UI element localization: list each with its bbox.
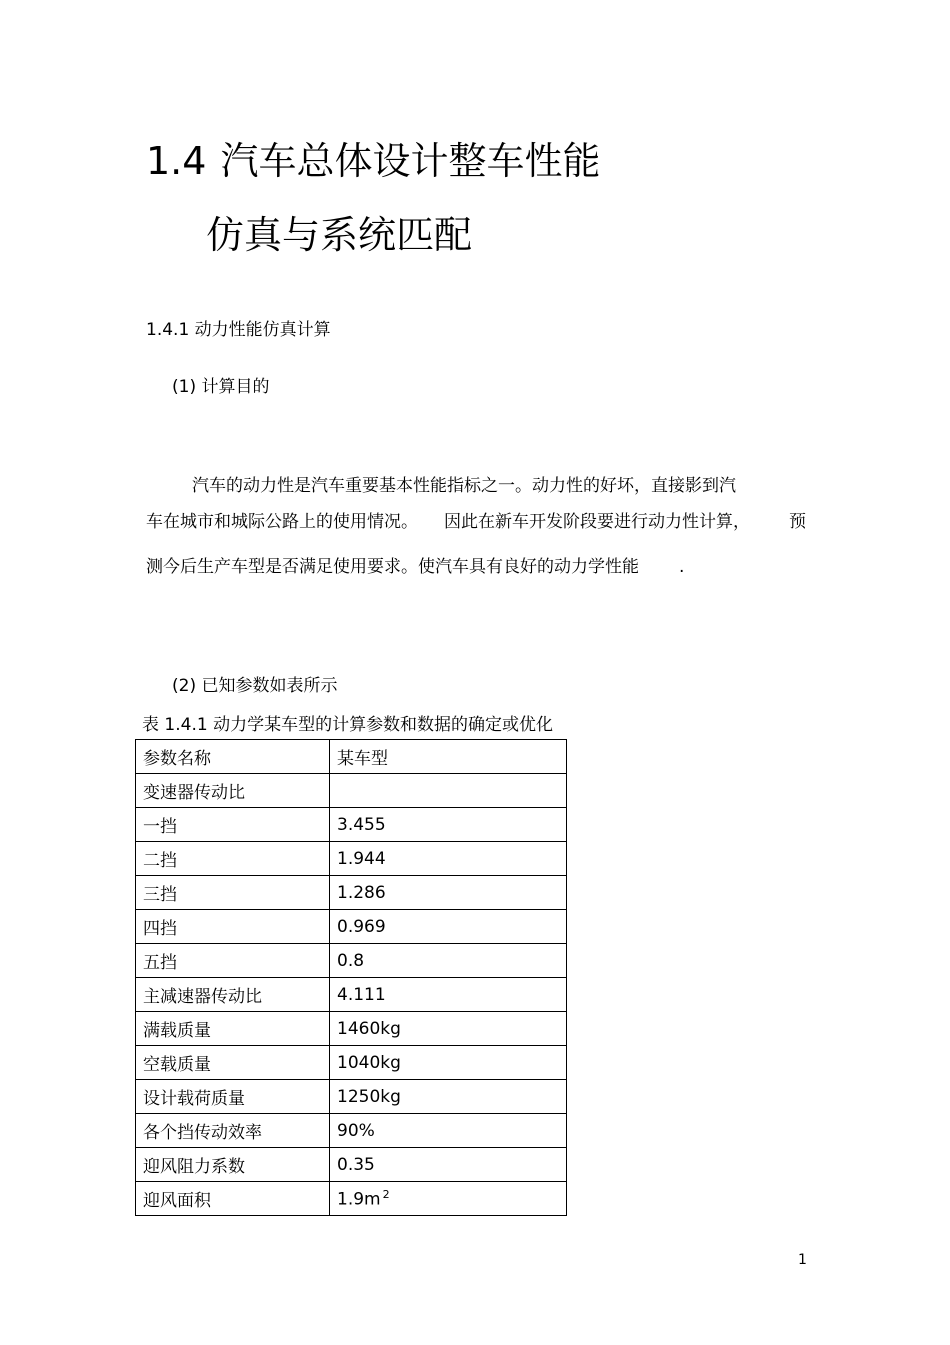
table-cell-value bbox=[330, 1012, 567, 1046]
table-row bbox=[136, 1080, 567, 1114]
cell-text: 各个挡传动效率 bbox=[143, 1123, 262, 1143]
subheading-known-params: (2) 已知参数如表所示 bbox=[172, 676, 338, 696]
table-cell-value bbox=[330, 1148, 567, 1182]
table-caption: 表 1.4.1 动力学某车型的计算参数和数据的确定或优化 bbox=[142, 715, 554, 735]
table-row bbox=[136, 944, 567, 978]
cell-text: 1.9m bbox=[337, 1189, 381, 1210]
table-cell-name bbox=[136, 808, 330, 842]
table-cell-value bbox=[330, 944, 567, 978]
page-title-line2: 仿真与系统匹配 bbox=[206, 213, 473, 257]
table-cell-name bbox=[136, 1080, 330, 1114]
cell-text: 90% bbox=[337, 1120, 375, 1141]
table-cell-name bbox=[136, 944, 330, 978]
table-row bbox=[136, 1012, 567, 1046]
table-cell-name bbox=[136, 1012, 330, 1046]
subheading-purpose: (1) 计算目的 bbox=[172, 377, 270, 397]
title-number: 1.4 bbox=[146, 139, 207, 183]
cell-text: 4.111 bbox=[337, 984, 386, 1005]
table-cell-value bbox=[330, 978, 567, 1012]
table-cell-value bbox=[330, 808, 567, 842]
table-cell-name bbox=[136, 774, 330, 808]
cell-text: 五挡 bbox=[143, 953, 177, 973]
cell-text: 一挡 bbox=[143, 817, 177, 837]
table-cell-value bbox=[330, 740, 567, 774]
cell-text: 1.944 bbox=[337, 848, 386, 869]
paragraph-line-2-part-a: 车在城市和城际公路上的使用情况。 bbox=[146, 512, 418, 532]
table-cell-value bbox=[330, 1182, 567, 1216]
table-cell-name bbox=[136, 1046, 330, 1080]
paragraph-line-2-part-b: 因此在新车开发阶段要进行动力性计算， bbox=[444, 512, 750, 532]
cell-text: 变速器传动比 bbox=[143, 783, 245, 803]
section-heading: 1.4.1 动力性能仿真计算 bbox=[146, 320, 331, 340]
table-cell-value bbox=[330, 774, 567, 808]
table-cell-value bbox=[330, 842, 567, 876]
cell-text: 迎风面积 bbox=[143, 1191, 211, 1211]
unit-superscript: 2 bbox=[382, 1187, 390, 1201]
parameter-table-body bbox=[136, 740, 567, 1216]
cell-text: 0.8 bbox=[337, 950, 365, 971]
parameter-table bbox=[135, 739, 567, 1216]
cell-text: 主减速器传动比 bbox=[143, 987, 262, 1007]
table-cell-name bbox=[136, 1114, 330, 1148]
cell-text: 空载质量 bbox=[143, 1055, 211, 1075]
cell-text: 1040kg bbox=[337, 1052, 401, 1073]
cell-text: 参数名称 bbox=[143, 749, 211, 769]
table-row bbox=[136, 1114, 567, 1148]
paragraph-line-3-end: . bbox=[679, 557, 685, 577]
cell-text: 0.35 bbox=[337, 1154, 375, 1175]
page-title-line1 bbox=[146, 136, 600, 186]
table-row bbox=[136, 1182, 567, 1216]
table-cell-name bbox=[136, 842, 330, 876]
table-cell-value bbox=[330, 1080, 567, 1114]
title-text-line1: 汽车总体设计整车性能 bbox=[220, 139, 601, 183]
table-cell-name bbox=[136, 876, 330, 910]
paragraph-line-3 bbox=[146, 555, 684, 579]
cell-text: 三挡 bbox=[143, 885, 177, 905]
table-header-row bbox=[136, 740, 567, 774]
cell-text: 3.455 bbox=[337, 814, 386, 835]
cell-text: 四挡 bbox=[143, 919, 177, 939]
cell-text: 0.969 bbox=[337, 916, 386, 937]
table-row bbox=[136, 1148, 567, 1182]
table-row bbox=[136, 1046, 567, 1080]
table-row bbox=[136, 978, 567, 1012]
paragraph-line-1: 汽车的动力性是汽车重要基本性能指标之一。动力性的好坏，直接影到汽 bbox=[192, 476, 736, 496]
table-cell-name bbox=[136, 1148, 330, 1182]
table-cell-name bbox=[136, 740, 330, 774]
paragraph-line-3-text: 测今后生产车型是否满足使用要求。使汽车具有良好的动力学性能 bbox=[146, 557, 639, 577]
cell-text: 满载质量 bbox=[143, 1021, 211, 1041]
cell-text: 1460kg bbox=[337, 1018, 401, 1039]
cell-text: 某车型 bbox=[337, 749, 388, 769]
table-cell-value bbox=[330, 1114, 567, 1148]
table-row bbox=[136, 774, 567, 808]
cell-text: 1.286 bbox=[337, 882, 386, 903]
table-cell-value bbox=[330, 876, 567, 910]
paragraph-line-2-part-c: 预 bbox=[789, 512, 806, 532]
table-row bbox=[136, 876, 567, 910]
table-row bbox=[136, 910, 567, 944]
table-cell-name bbox=[136, 1182, 330, 1216]
table-cell-name bbox=[136, 978, 330, 1012]
table-cell-value bbox=[330, 910, 567, 944]
cell-text: 设计载荷质量 bbox=[143, 1089, 245, 1109]
cell-text: 迎风阻力系数 bbox=[143, 1157, 245, 1177]
table-cell-name bbox=[136, 910, 330, 944]
table-row bbox=[136, 842, 567, 876]
cell-text: 二挡 bbox=[143, 851, 177, 871]
table-cell-value bbox=[330, 1046, 567, 1080]
page-number: 1 bbox=[798, 1252, 807, 1268]
table-row bbox=[136, 808, 567, 842]
cell-text: 1250kg bbox=[337, 1086, 401, 1107]
paragraph-line-2 bbox=[146, 510, 806, 534]
